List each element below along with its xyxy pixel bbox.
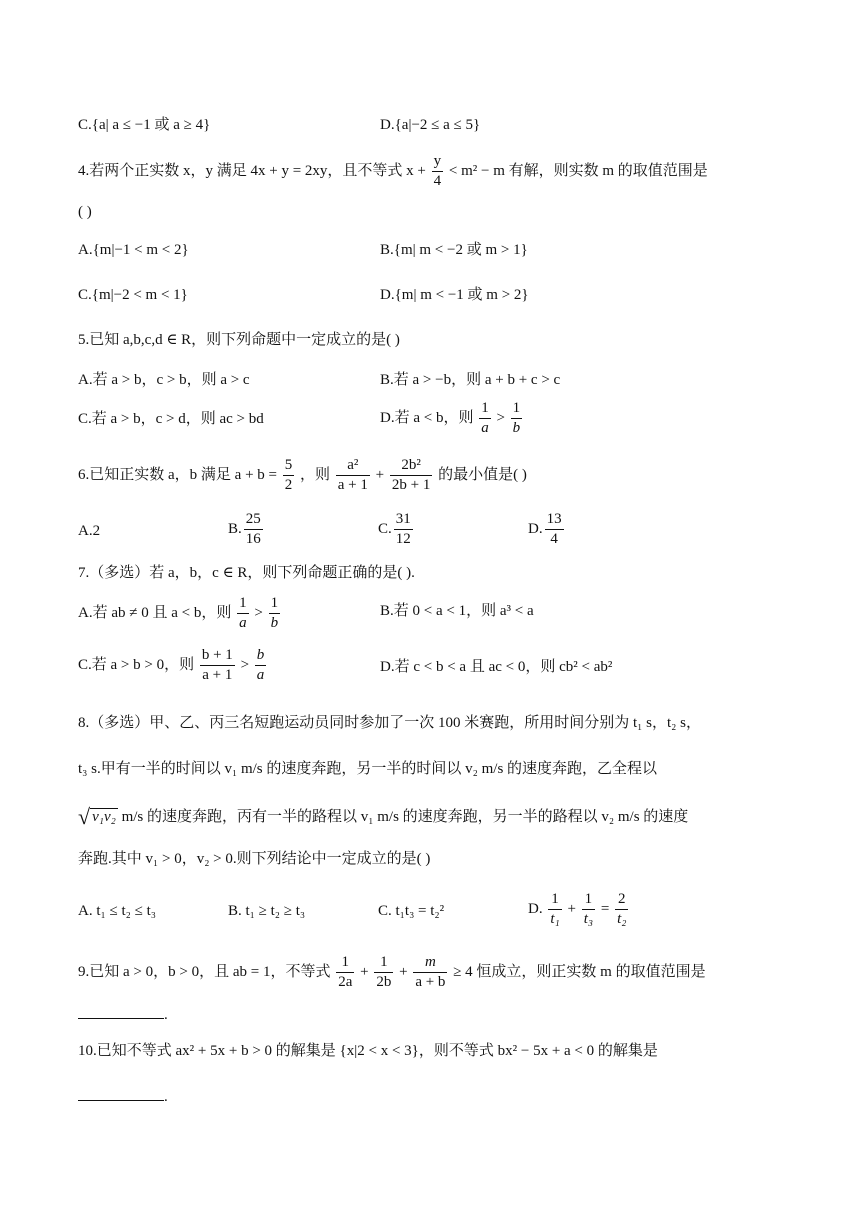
q6-b-frac: $\frac{25}{16}$ xyxy=(245,511,261,547)
q6-stem-a: 6.已知正实数 a，b 满足 a + b = xyxy=(78,466,277,483)
q4-stem-b: < m² − m 有解，则实数 m 的取值范围是 xyxy=(448,162,708,179)
q4-option-a: A.{m|−1 < m < 2} xyxy=(78,242,189,258)
q3-option-c: C.{a| a ≤ −1 或 a ≥ 4} xyxy=(78,117,211,133)
q7-a-gt: > xyxy=(254,604,263,621)
q6-option-c xyxy=(378,512,415,547)
q6-c-frac: $\frac{31}{12}$ xyxy=(395,511,411,547)
q9-end: . xyxy=(164,1007,168,1023)
q7-option-b: B.若 0 < a < 1，则 a³ < a xyxy=(380,603,534,619)
q6-option-b xyxy=(228,512,265,547)
q9-plus1: + xyxy=(360,963,369,980)
q7-a-frac1: $\frac{1}{a}$ xyxy=(239,595,247,631)
q6-d-frac: $\frac{13}{4}$ xyxy=(546,511,562,547)
q8-option-d xyxy=(528,892,630,927)
q6-frac2: $\frac{\text{2b²}}{2b + 1}$ xyxy=(391,457,431,493)
q9-stem-a: 9.已知 a > 0，b > 0，且 ab = 1，不等式 xyxy=(78,963,331,980)
q8-d-frac3: $\frac{2}{\text{t₂}}$ xyxy=(617,891,627,927)
q4-stem xyxy=(78,154,708,189)
q8-option-b: B. t₁ ≥ t₂ ≥ t₃ xyxy=(228,903,306,919)
q6-stem-c: 的最小值是( ) xyxy=(438,466,527,483)
q7-a-frac2: $\frac{1}{b}$ xyxy=(270,595,279,631)
q7-c-frac1: $\frac{b + 1}{a + 1}$ xyxy=(201,647,233,683)
q3-option-d: D.{a|−2 ≤ a ≤ 5} xyxy=(380,117,481,133)
q9-frac1: $\frac{1}{2a}$ xyxy=(338,954,353,990)
q8-option-a: A. t₁ ≤ t₂ ≤ t₃ xyxy=(78,903,156,919)
q6-option-d xyxy=(528,512,566,547)
q5-d-frac2: $\frac{1}{b}$ xyxy=(512,400,521,436)
q9-frac3: $\frac{m}{a + b}$ xyxy=(415,954,446,990)
q10-blank xyxy=(78,1088,164,1101)
q7-option-d: D.若 c < b < a 且 ac < 0，则 cb² < ab² xyxy=(380,659,613,675)
q9-blank xyxy=(78,1006,164,1019)
q10-answer-line xyxy=(78,1088,168,1105)
q4-option-d: D.{m| m < −1 或 m > 2} xyxy=(380,287,529,303)
q8-line4: 奔跑.其中 v₁ > 0，v₂ > 0.则下列结论中一定成立的是( ) xyxy=(78,851,431,867)
q7-c-frac2: $\frac{b}{a}$ xyxy=(256,647,265,683)
q8-d-plus: + xyxy=(567,900,576,917)
q7-c-gt: > xyxy=(240,656,250,673)
q4-frac: $\frac{y}{4}$ xyxy=(433,153,442,189)
q5-stem: 5.已知 a,b,c,d ∈ R，则下列命题中一定成立的是( ) xyxy=(78,332,400,348)
q5-option-b: B.若 a > −b，则 a + b + c > c xyxy=(380,372,561,388)
q7-stem: 7.（多选）若 a，b，c ∈ R，则下列命题正确的是( ). xyxy=(78,565,415,581)
q7-a-pre: A.若 ab ≠ 0 且 a < b，则 xyxy=(78,604,232,621)
q8-line1: 8.（多选）甲、乙、丙三名短跑运动员同时参加了一次 100 米赛跑，所用时间分别为 t₁ s，t₂ s， xyxy=(78,715,701,731)
q5-d-pre: D.若 a < b，则 xyxy=(380,409,474,426)
q4-paren: ( ) xyxy=(78,204,92,220)
q8-d-frac2: $\frac{1}{\text{t₃}}$ xyxy=(583,891,594,927)
q4-option-b: B.{m| m < −2 或 m > 1} xyxy=(380,242,528,258)
q8-option-c: C. t₁t₃ = t₂² xyxy=(378,903,445,919)
q6-stem-b: ，则 xyxy=(300,466,331,483)
q9-frac2: $\frac{1}{2b}$ xyxy=(376,954,392,990)
q6-d-pre: D. xyxy=(528,520,543,537)
q6-b-pre: B. xyxy=(228,520,242,537)
q4-stem-a: 4.若两个正实数 x，y 满足 4x + y = 2xy，且不等式 x + xyxy=(78,162,426,179)
q5-option-d xyxy=(380,401,524,436)
q6-plus: + xyxy=(375,466,385,483)
q5-option-c: C.若 a > b，c > d，则 ac > bd xyxy=(78,411,264,427)
q5-d-frac1: $\frac{1}{a}$ xyxy=(481,400,489,436)
q4-option-c: C.{m|−2 < m < 1} xyxy=(78,287,188,303)
q9-stem-b: ≥ 4 恒成立，则正实数 m 的取值范围是 xyxy=(453,963,706,980)
q8-line2: t₃ s.甲有一半的时间以 v₁ m/s 的速度奔跑，另一半的时间以 v₂ m/s 的速度奔跑，乙全程以 xyxy=(78,761,658,777)
q9-plus2: + xyxy=(399,963,408,980)
q6-option-a: A.2 xyxy=(78,523,101,539)
q5-option-a: A.若 a > b，c > b，则 a > c xyxy=(78,372,250,388)
q8-sqrt: √ v₁v₂ xyxy=(78,804,116,829)
q7-c-pre: C.若 a > b > 0，则 xyxy=(78,656,195,673)
q6-frac1: $\frac{\text{a²}}{a + 1}$ xyxy=(337,457,368,493)
q8-d-pre: D. xyxy=(528,900,543,917)
q10-end: . xyxy=(164,1089,168,1105)
q8-d-frac1: $\frac{1}{\text{t₁}}$ xyxy=(550,891,560,927)
q7-option-c xyxy=(78,648,268,683)
q9-stem xyxy=(78,955,706,990)
q10-stem: 10.已知不等式 ax² + 5x + b > 0 的解集是 {x|2 < x < 3}，则不等式 bx² − 5x + a < 0 的解集是 xyxy=(78,1043,658,1059)
q6-c-pre: C. xyxy=(378,520,392,537)
q5-d-gt: > xyxy=(496,409,505,426)
q8-line3 xyxy=(78,806,688,828)
q7-option-a xyxy=(78,596,282,631)
q8-d-eq: = xyxy=(600,900,610,917)
q9-answer-line xyxy=(78,1006,168,1023)
q8-line3-text: m/s 的速度奔跑，丙有一半的路程以 v₁ m/s 的速度奔跑，另一半的路程以 v₂ m/s 的速度 xyxy=(121,809,689,825)
q6-stem xyxy=(78,458,527,493)
q6-frac0: $\frac{5}{2}$ xyxy=(284,457,293,493)
